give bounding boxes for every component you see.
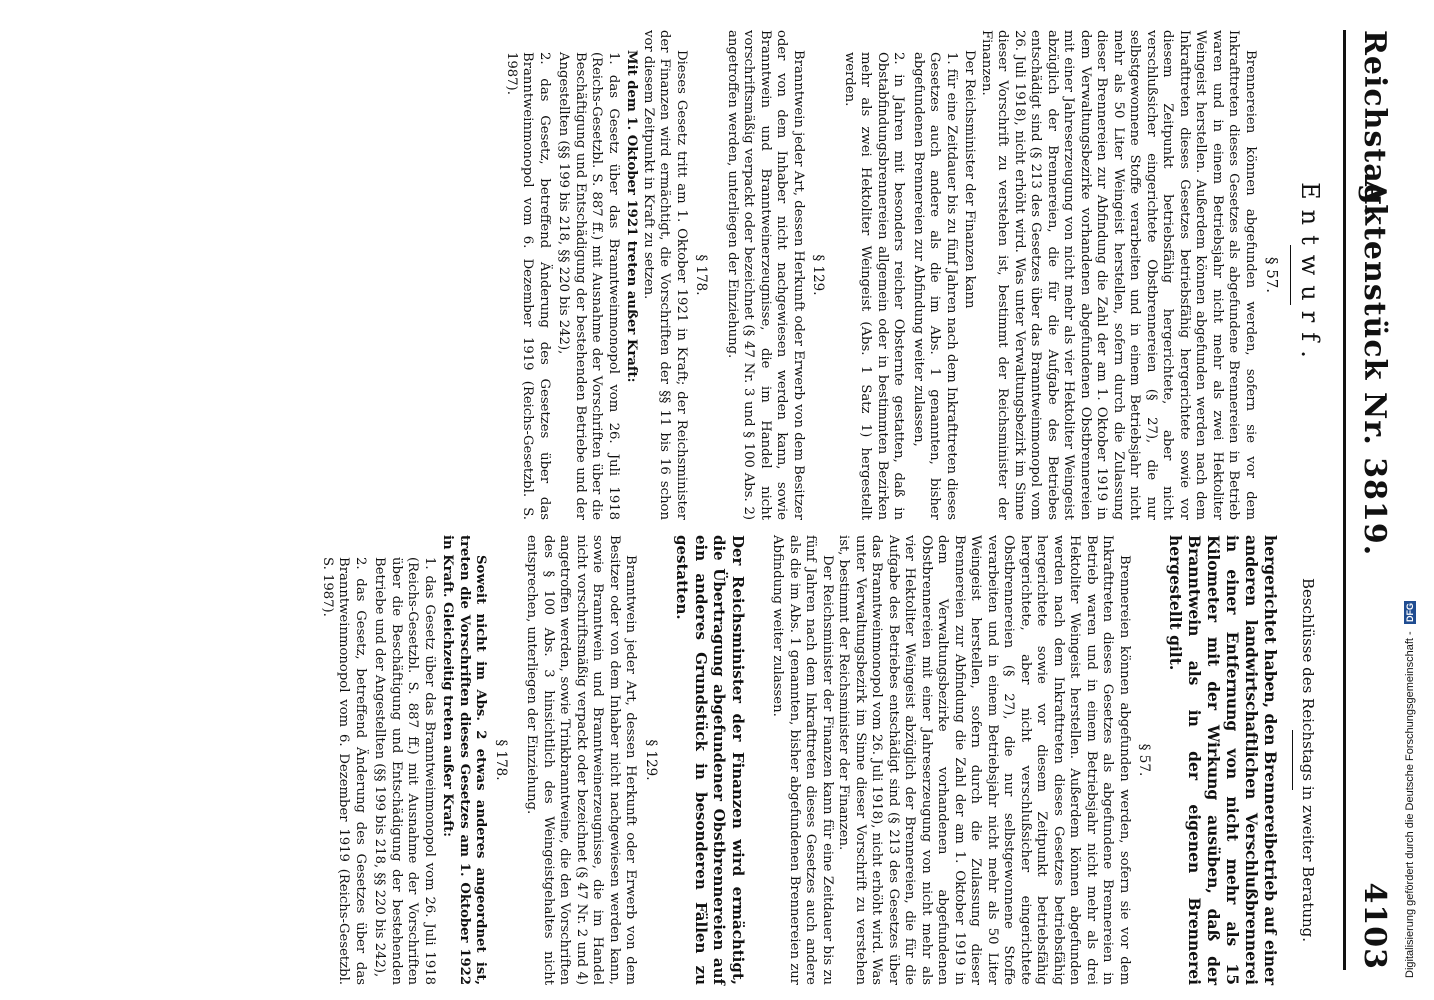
right-column-title: Beschlüsse des Reichstags in zweiter Beratung. (1299, 577, 1317, 943)
numbered-list (841, 30, 960, 520)
section-heading: § 178. (693, 254, 710, 296)
section-paragraph: Branntwein jeder Art, dessen Herkunft oder Erwerb von dem Besitzer oder von dem Inhaber nicht nachgewiesen werden kann, sowie Branntwein und Branntweinerzeugnisse, die im Handel nicht vorschriftsmäßig verpackt oder bezeichnet (§ 47 Nr. 2 und 4) angetroffen werden, sowie Trinkbranntweine, die den Vorschriften des § 100 Abs. 3 hinsichtlich des Weingeistgehaltes nicht entsprechen, unterliegen der Einziehung. (524, 535, 639, 985)
header-left: Reichstag. (1357, 30, 1392, 218)
numbered-list (319, 535, 438, 985)
list-item: 1. das Gesetz über das Branntweinmonopol vom 26. Juli 1918 (Reichs-Gesetzbl. S. 887 ff.) mit Ausnahme der Vorschriften über die Beschäftigung und Entschädigung der bestehenden Betriebe und der Angestellten (§§ 199 bis 218, §§ 220 bis 242), (556, 52, 621, 520)
section-heading: § 57. (1136, 743, 1153, 777)
numbered-list (503, 30, 622, 520)
list-item: 1. das Gesetz über das Branntweinmonopol vom 26. Juli 1918 (Reichs-Gesetzbl. S. 887 ff.) mit Ausnahme der Vorschriften über die Beschäftigung und Entschädigung der bestehenden Betriebe und der Angestellten (§§ 199 bis 218, §§ 220 bis 242), (372, 557, 437, 985)
section-heading: § 129. (810, 254, 827, 296)
header-rule (1343, 30, 1346, 970)
header-document-number: Aktenstück Nr. 3819. (1357, 180, 1392, 557)
section-paragraph: Der Reichsminister der Finanzen wird ermächtigt, die Übertragung abgefundener Obstbrennereien auf ein anderes Grundstück in besonderen Fällen zu gestatten. (673, 535, 747, 985)
list-item: 2. das Gesetz, betreffend Änderung des Gesetzes über das Branntweinmonopol vom 6. Dezember 1919 (Reichs-Gesetzbl. S. 1987). (504, 52, 552, 520)
list-item: 2. in Jahren mit besonders reicher Obsternte gestatten, daß in Obstabfindungsbrennereien allgemein oder in bestimmten Bezirken mehr als zwei Hektoliter Weingeist (Abs. 1 Satz 1) hergestellt werden. (842, 52, 907, 520)
dfg-logo: DFG (1405, 603, 1415, 623)
list-item: 2. das Gesetz, betreffend Änderung des Gesetzes über das Branntweinmonopol vom 6. Dezember 1919 (Reichs-Gesetzbl. S. 1987). (320, 557, 368, 985)
section-paragraph: Brennereien können abgefunden werden, sofern sie vor dem Inkrafttreten dieses Gesetzes als abgefundene Brennereien in Betrieb waren und in einem Betriebsjahr nicht mehr als zwei Hektoliter Weingeist herstellen. Außerdem können abgefunden werden nach dem Inkrafttreten dieses Gesetzes betriebsfähig hergerichtete sowie vor diesem Zeitpunkt betriebsfähig hergerichtete, aber nicht verschlußsicher eingerichtete Obstbrennereien (§ 27), die nur selbstgewonnene Stoffe verarbeiten und in einem Betriebsjahr nicht mehr als 50 Liter Weingeist herstellen, sofern durch die Zulassung dieser Brennereien zur Abfindung die Zahl der am 1. Oktober 1919 in dem Verwaltungsbezirke vorhandenen abgefundenen Obstbrennereien mit einer Jahreserzeugung von nicht mehr als vier Hektoliter Weingeist abzüglich der Brennereien, die für die Aufgabe des Betriebes entschädigt sind (§ 213 des Gesetzes über das Branntweinmonopol vom 26. Juli 1918), nicht erhöht wird. Was unter Verwaltungsbezirk im Sinne dieser Vorschrift zu verstehen ist, bestimmt der Reichsminister der Finanzen. (979, 30, 1258, 520)
page-header (1342, 30, 1398, 970)
section-paragraph: hergerichtet haben, den Brennereibetrieb auf einer anderen landwirtschaftlichen Verschlußbrennerei in einer Entfernung von nicht mehr als 15 Kilometer mit der Wirkung ausüben, daß der Branntwein als in der eigenen Brennerei hergestellt gilt. (1166, 535, 1281, 985)
section-paragraph: Soweit nicht im Abs. 2 etwas anderes angeordnet ist, treten die Vorschriften dieses Gesetzes am 1. Oktober 1922 in Kraft. Gleichzeitig treten außer Kraft: (440, 535, 489, 985)
rotated-page (10, 0, 1410, 990)
section-heading: § 129. (643, 739, 659, 781)
title-divider (1291, 245, 1292, 305)
section-paragraph: Mit dem 1. Oktober 1921 treten außer Kraft: (624, 50, 640, 383)
title-divider (1293, 730, 1294, 790)
section-paragraph: Dieses Gesetz tritt am 1. Oktober 1921 in Kraft; der Reichsminister der Finanzen wird ermächtigt, die Vorschriften der §§ 11 bis 16 schon vor diesem Zeitpunkt in Kraft zu setzen. (641, 30, 689, 520)
right-column-resolutions (212, 535, 1332, 985)
section-heading: § 57. (1263, 256, 1282, 294)
left-column-draft (212, 30, 1332, 520)
page-number: 4103 (1357, 882, 1392, 970)
section-paragraph: Brennereien können abgefunden werden, sofern sie vor dem Inkrafttreten dieses Gesetzes als abgefundene Brennereien in Betrieb waren und in einem Betriebsjahr nicht mehr als drei Hektoliter Weingeist herstellen. Außerdem können abgefunden werden nach dem Inkrafttreten dieses Gesetzes betriebsfähig hergerichtete sowie vor diesem Zeitpunkt betriebsfähig hergerichtete, aber nicht verschlußsicher eingerichtete Obstbrennereien (§ 27), die nur selbstgewonnene Stoffe verarbeiten und in einem Betriebsjahr nicht mehr als 50 Liter Weingeist herstellen, sofern durch die Zulassung dieser Brennereien zur Abfindung die Zahl der am 1. Oktober 1919 in dem Verwaltungsbezirke vorhandenen abgefundenen Obstbrennereien mit einer Jahreserzeugung von nicht mehr als vier Hektoliter Weingeist abzüglich der Brennereien, die für die Aufgabe des Betriebes entschädigt sind (§ 213 des Gesetzes über das Branntweinmonopol vom 26. Juli 1918), nicht erhöht wird. Was unter Verwaltungsbezirk im Sinne dieser Vorschrift zu verstehen ist, bestimmt der Reichsminister der Finanzen. (836, 535, 1132, 985)
section-paragraph: Branntwein jeder Art, dessen Herkunft oder Erwerb von dem Besitzer oder von dem Inhaber nicht nachgewiesen werden kann, sowie Branntwein und Branntweinerzeugnisse, die im Handel nicht vorschriftsmäßig verpackt oder bezeichnet (§ 47 Nr. 3 und § 100 Abs. 2) angetroffen werden, unterliegen der Einziehung. (725, 30, 806, 521)
section-paragraph: Der Reichsminister der Finanzen kann (962, 50, 978, 309)
list-item: 1. für eine Zeitdauer bis zu fünf Jahren nach dem Inkrafttreten dieses Gesetzes auch andere als die im Abs. 1 genannten, bisher abgefundenen Brennereien zur Abfindung weiter zulassen, (911, 52, 959, 520)
section-heading: § 178. (493, 739, 509, 781)
section-paragraph: Der Reichsminister der Finanzen kann für eine Zeitdauer bis zu fünf Jahren nach dem Inkrafttreten dieses Gesetzes auch andere als die im Abs. 1 genannten, bisher abgefundenen Brennereien zur Abfindung weiter zulassen. (770, 535, 835, 985)
credit-text: Digitalisierung gefördert durch die Deutsche Forschungsgemeinschaft - (1404, 631, 1416, 978)
left-column-title: Entwurf. (1296, 182, 1324, 368)
digitization-credit (1404, 8, 1416, 978)
